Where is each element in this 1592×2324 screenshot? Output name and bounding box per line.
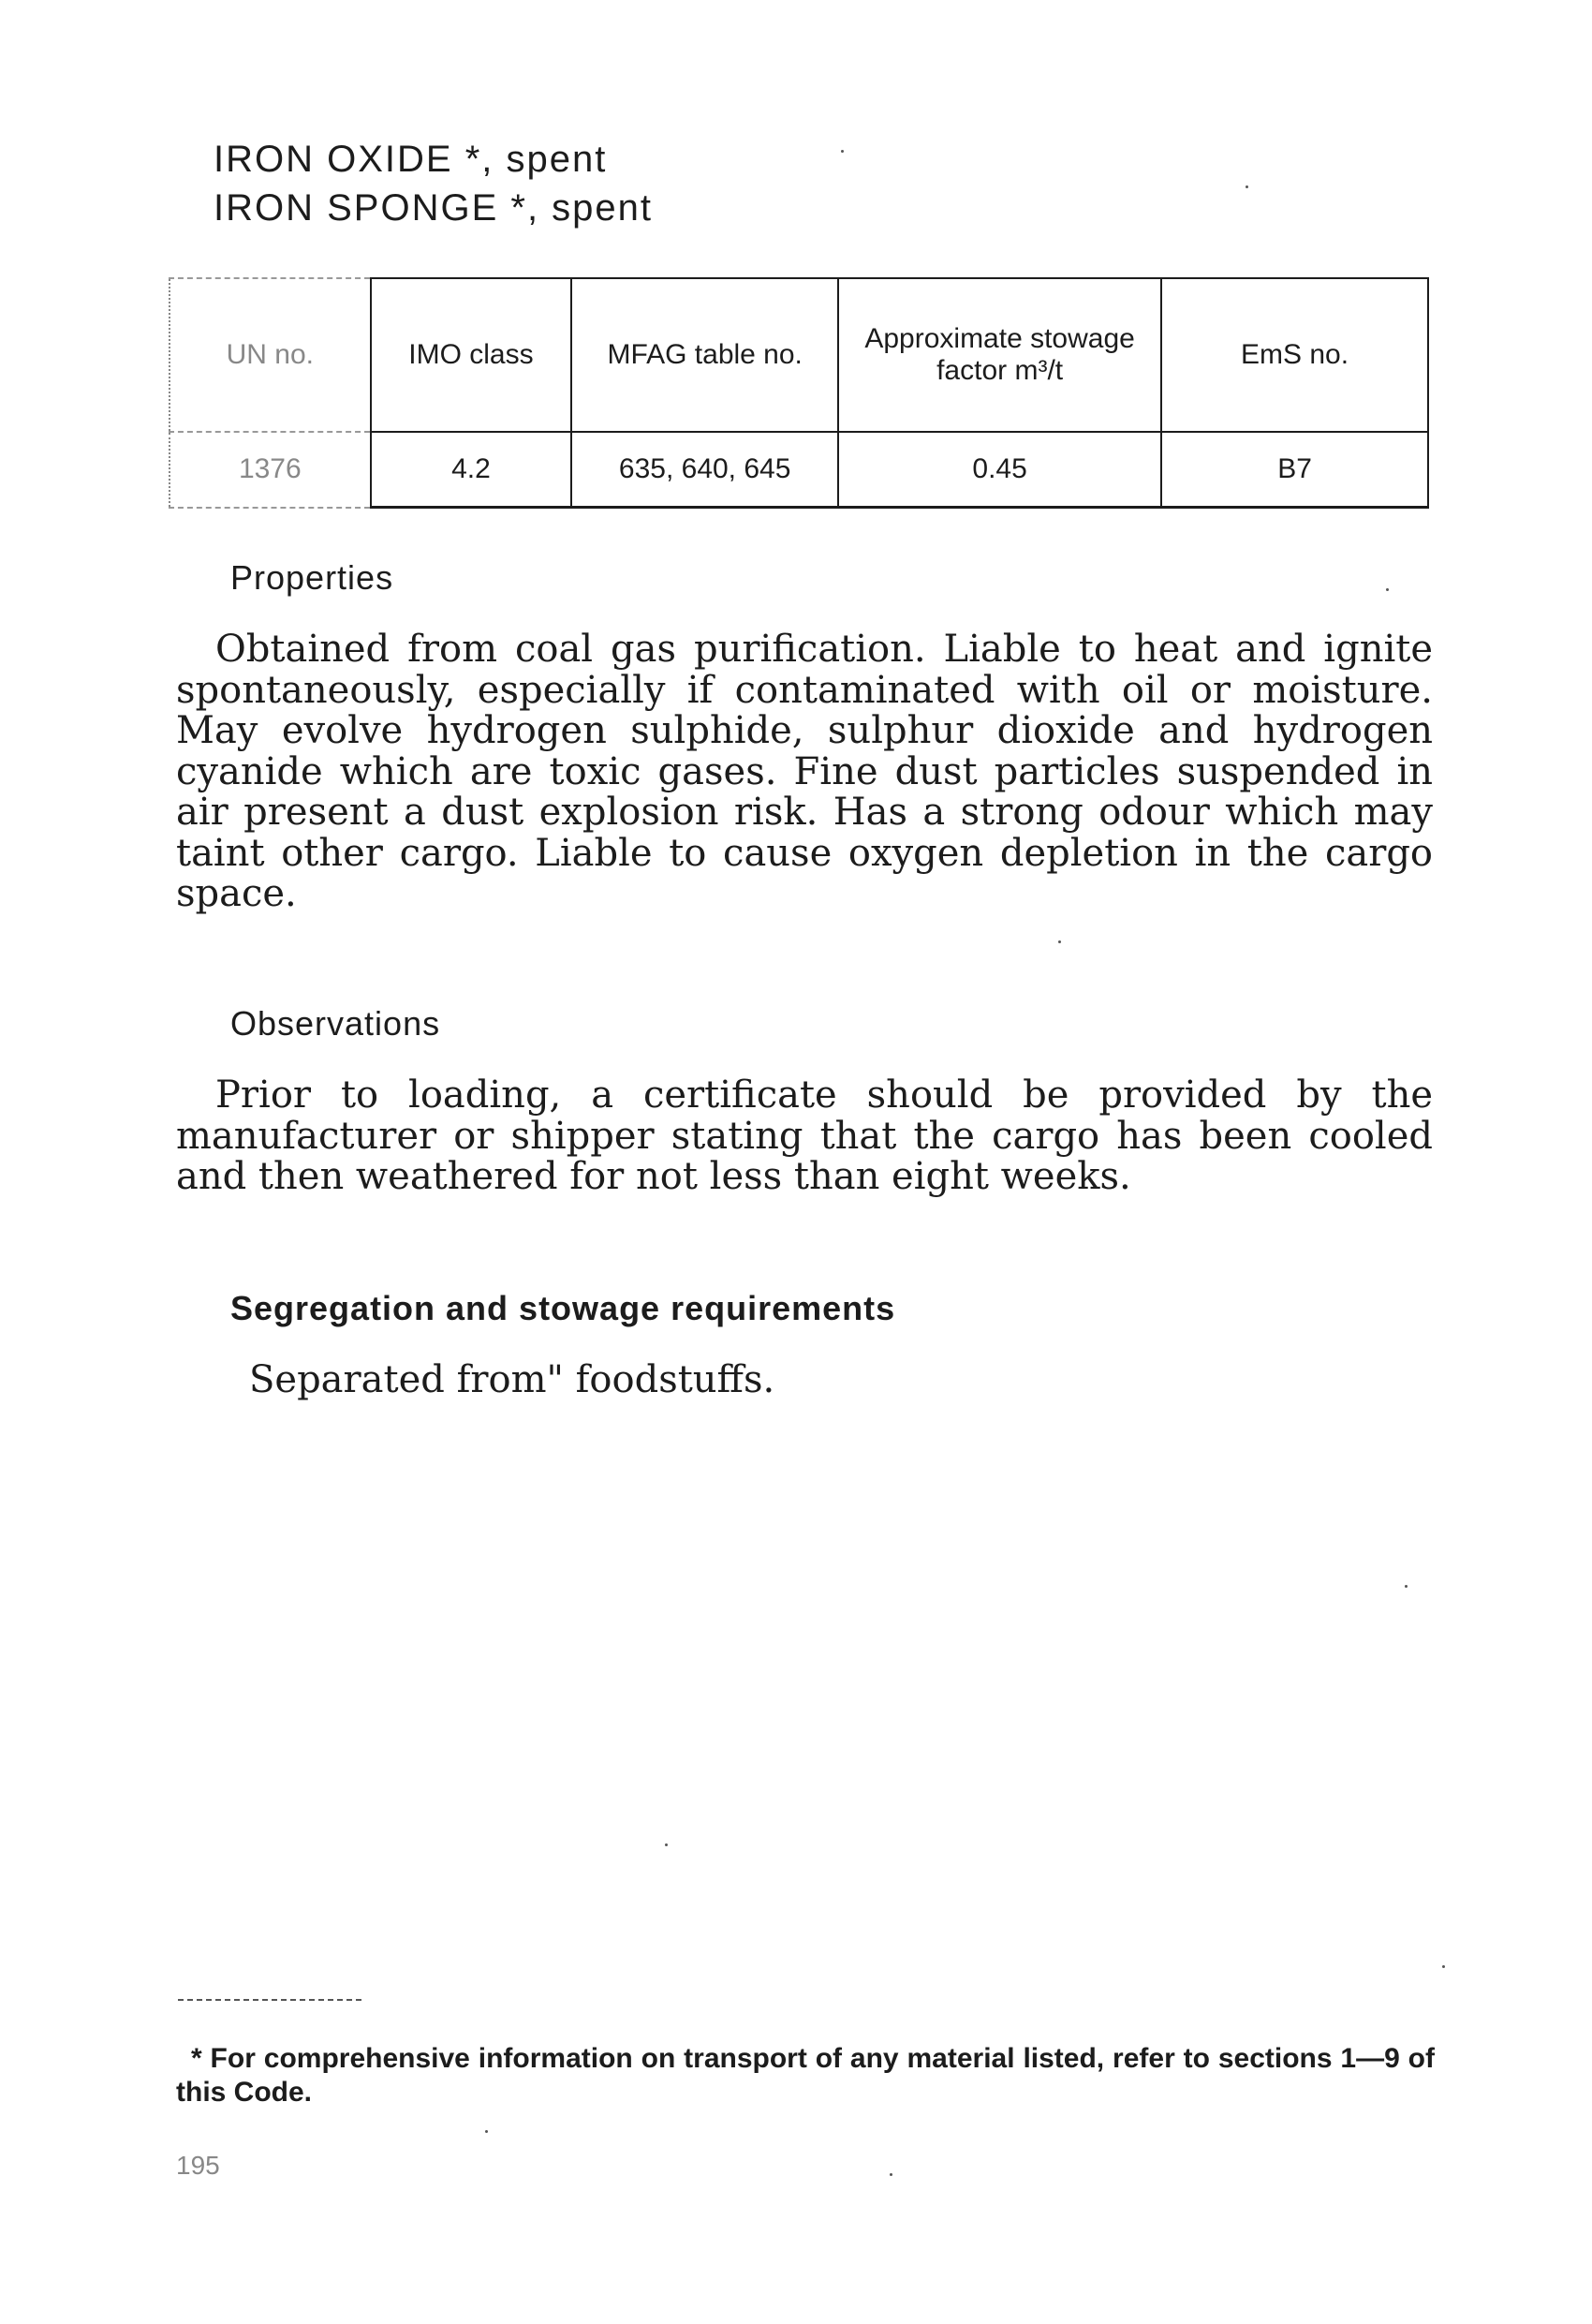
cell-mfag-table: 635, 640, 645: [571, 432, 838, 508]
header-imo-class: IMO class: [371, 278, 572, 432]
header-mfag-table: MFAG table no.: [571, 278, 838, 432]
title-line-2: IRON SPONGE *, spent: [214, 187, 654, 229]
scan-speck: [890, 2173, 892, 2176]
properties-text: Obtained from coal gas purification. Liable to heat and ignite spontaneously, especially if contaminated with oil or moisture. May evolve hydrogen sulphide, sulphur dioxide and hydrogen cyanide which are toxic gases. Fine dust particles suspended in air present a dust explosion risk. Has a strong odour which may taint other cargo. Liable to cause oxygen depletion in the cargo space.: [176, 628, 1433, 915]
scan-speck: [665, 1843, 668, 1846]
header-un-no: UN no.: [170, 278, 371, 432]
header-stowage-factor: Approximate stowage factor m³/t: [838, 278, 1161, 432]
observations-heading: Observations: [230, 1004, 441, 1043]
footnote-divider: [178, 1999, 361, 2001]
footnote: * For comprehensive information on transport of any material listed, refer to sections 1—9 of this Code.: [176, 2043, 1435, 2108]
cell-stowage-factor: 0.45: [838, 432, 1161, 508]
segregation-heading: Segregation and stowage requirements: [230, 1289, 896, 1327]
page-number: 195: [176, 2151, 220, 2180]
scan-speck: [1442, 1965, 1445, 1968]
cell-imo-class: 4.2: [371, 432, 572, 508]
scan-speck: [485, 2130, 488, 2133]
table-row: [170, 432, 1428, 508]
scan-speck: [1246, 185, 1248, 188]
properties-heading: Properties: [230, 558, 394, 597]
cell-un-no: 1376: [170, 432, 371, 508]
scan-speck: [1058, 940, 1061, 943]
scan-speck: [841, 150, 844, 153]
title-line-1: IRON OXIDE *, spent: [214, 139, 608, 180]
segregation-text: Separated from" foodstuffs.: [249, 1358, 775, 1401]
header-ems-no: EmS no.: [1161, 278, 1428, 432]
scan-speck: [1405, 1585, 1408, 1588]
scan-speck: [1386, 588, 1389, 591]
cargo-data-table: [169, 277, 1429, 509]
table-header-row: [170, 278, 1428, 432]
cell-ems-no: B7: [1161, 432, 1428, 508]
observations-text: Prior to loading, a certificate should be provided by the manufacturer or shipper stating that the cargo has been cooled and then weathered for not less than eight weeks.: [176, 1073, 1433, 1198]
